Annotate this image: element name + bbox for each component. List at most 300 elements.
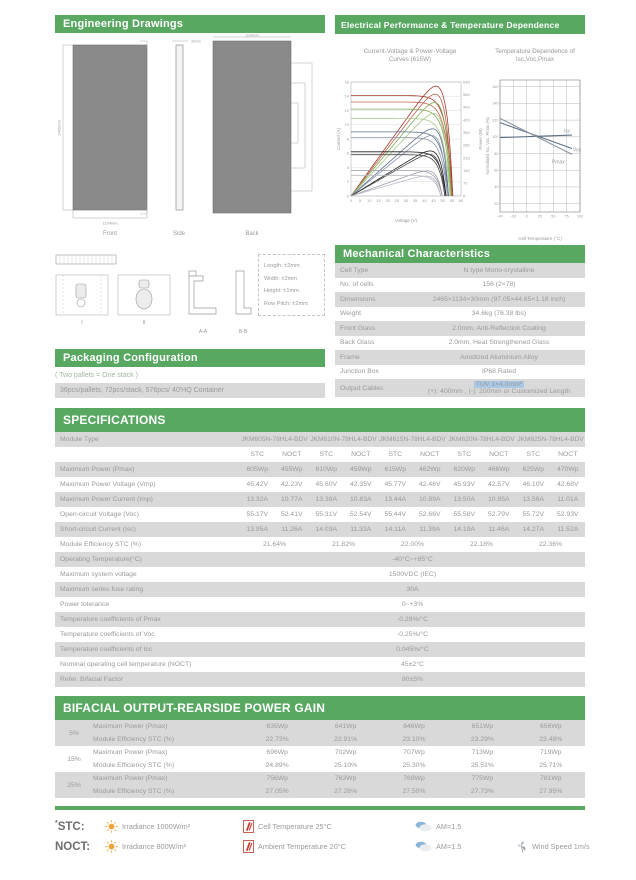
svg-text:30mm: 30mm <box>191 39 201 44</box>
spec-value: 22.00% <box>400 541 425 548</box>
bifacial-group <box>55 772 585 798</box>
spec-value: 45.77V <box>384 481 407 488</box>
spec-value: 42.23V <box>280 481 303 488</box>
svg-text:2: 2 <box>346 179 349 185</box>
bifacial-value: 23.48% <box>539 736 563 743</box>
spec-value: 610Wp <box>315 466 338 473</box>
svg-text:2465mm: 2465mm <box>56 120 62 136</box>
spec-row-label: Operating Temperature(°C) <box>60 556 142 563</box>
spec-value: 462Wp <box>418 466 441 473</box>
mech-row-label: Cell Type <box>340 266 369 274</box>
spec-row <box>55 462 585 477</box>
svg-text:50: 50 <box>440 198 445 203</box>
spec-value: 45.42V <box>246 481 269 488</box>
svg-text:50: 50 <box>551 214 556 219</box>
iv-pv-chart-title-line1: Current-Voltage & Power-Voltage <box>363 48 457 55</box>
spec-value: 459Wp <box>349 466 372 473</box>
mechanical-characteristics-section <box>335 245 585 397</box>
spec-value: 620Wp <box>453 466 476 473</box>
svg-text:Voltage (V): Voltage (V) <box>394 218 418 223</box>
bifacial-group <box>55 746 585 772</box>
spec-value: 14.19A <box>453 526 476 533</box>
spec-value: 42.35V <box>349 481 372 488</box>
spec-value: 45.60V <box>315 481 338 488</box>
svg-text:25: 25 <box>537 214 543 219</box>
output-cable-spec-highlight: TUV 1×4.0mm² <box>475 381 523 388</box>
svg-text:14: 14 <box>344 93 349 99</box>
spec-row-label: Temperature coefficients of Pmax <box>60 616 161 623</box>
condition-text: AM=1.5 <box>436 822 462 831</box>
svg-text:60: 60 <box>494 168 499 173</box>
condition-item <box>243 840 415 853</box>
condition-label: NOCT <box>489 451 509 458</box>
spec-row-label: Maximum Power (Pmax) <box>60 466 135 473</box>
mech-row-value: Anodized Aluminium Alloy <box>460 353 538 361</box>
bifacial-value: 27.95% <box>539 788 563 795</box>
bifacial-line <box>93 720 585 733</box>
spec-value: -0.29%/°C <box>396 616 429 623</box>
svg-text:0: 0 <box>525 214 528 219</box>
svg-text:6: 6 <box>346 150 349 156</box>
spec-value: 11.52A <box>557 526 579 533</box>
condition-text: AM=1.5 <box>436 842 462 851</box>
engineering-drawings-title: Engineering Drawings <box>63 18 184 30</box>
mech-row <box>335 365 585 380</box>
spec-value: 13.44A <box>384 496 407 503</box>
iv-pv-chart-title-line2: Curves (615W) <box>388 56 432 63</box>
svg-text:55: 55 <box>449 198 455 203</box>
spec-value: 55.72V <box>522 511 545 518</box>
bifacial-value: 24.89% <box>265 762 289 769</box>
svg-text:12: 12 <box>344 107 349 113</box>
module-name: JKM610N-78HL4-BDV <box>310 436 377 443</box>
condition-label: STC <box>388 451 403 458</box>
svg-text:5: 5 <box>359 198 362 203</box>
spec-row <box>55 627 585 642</box>
spec-value: 11.33A <box>350 526 372 533</box>
spec-value: 455Wp <box>280 466 303 473</box>
spec-value: 10.77A <box>280 496 303 503</box>
mechanical-table <box>335 263 585 397</box>
bifacial-row-label: Maximum Power (Pmax) <box>93 775 168 782</box>
spec-row-label: Maximum Power Voltage (Vmp) <box>60 481 156 488</box>
bifacial-row-label: Module Efficiency STC (%) <box>93 736 175 743</box>
bifacial-value: 656Wp <box>540 723 562 730</box>
condition-label: NOCT <box>558 451 578 458</box>
electrical-performance-title: Electrical Performance & Temperature Dependence <box>341 19 560 30</box>
condition-text: Ambient Temperature 20°C <box>258 842 346 851</box>
module-type-label: Module Type <box>60 436 99 443</box>
spec-row <box>55 492 585 507</box>
svg-text:630: 630 <box>463 79 470 85</box>
svg-text:40: 40 <box>494 185 499 190</box>
mech-row-label: Output Cables <box>340 384 384 392</box>
spec-value: 11.01A <box>557 496 579 503</box>
mech-row-value: 2465×1134×30mm (97.05×44.65×1.18 inch) <box>432 295 566 303</box>
packaging-drawings-wrap <box>55 251 325 349</box>
mech-row <box>335 350 585 365</box>
specifications-section <box>55 408 585 687</box>
bifacial-value: 651Wp <box>471 723 494 730</box>
module-name: JKM605N-78HL4-BDV <box>241 436 308 443</box>
bifacial-line <box>93 759 585 772</box>
mech-row <box>335 321 585 336</box>
sun-icon <box>105 840 118 853</box>
spec-value: 55.31V <box>315 511 338 518</box>
spec-row <box>55 612 585 627</box>
mech-row-label: Back Glass <box>340 339 375 347</box>
condition-item <box>105 840 243 853</box>
bifacial-row-label: Maximum Power (Pmax) <box>93 749 168 756</box>
bifacial-value: 775Wp <box>471 775 494 782</box>
svg-text:Front: Front <box>102 231 118 237</box>
spec-value: 21.82% <box>331 541 356 548</box>
iv-pv-chart <box>335 74 485 226</box>
spec-value: 615Wp <box>384 466 407 473</box>
svg-text:560: 560 <box>463 92 470 98</box>
bifacial-value: 707Wp <box>403 749 425 756</box>
svg-text:280: 280 <box>463 142 470 148</box>
svg-text:100: 100 <box>576 214 584 219</box>
svg-text:45: 45 <box>431 198 436 203</box>
spec-row <box>55 657 585 672</box>
spec-table <box>55 432 585 687</box>
iv-pv-chart-title <box>364 48 457 70</box>
spec-value: 13.95A <box>246 526 269 533</box>
svg-text:30: 30 <box>403 198 409 203</box>
spec-row-label: Temperature coefficients of Voc <box>60 631 155 638</box>
svg-text:100: 100 <box>492 135 499 140</box>
engineering-drawings-section <box>55 15 325 245</box>
spec-value: 52.41V <box>280 511 303 518</box>
svg-text:120: 120 <box>492 118 499 123</box>
mech-row-value: N type Mono-crystalline <box>463 266 535 274</box>
bifacial-value: 23.29% <box>470 736 494 743</box>
iv-pv-chart-block <box>335 48 485 246</box>
bifacial-value: 641Wp <box>334 723 357 730</box>
packaging-note: ( Two pallets = One stack ) <box>55 372 138 379</box>
charts-row <box>335 48 585 246</box>
spec-value: 13.50A <box>453 496 476 503</box>
tolerance-line: Length: ±2mm <box>264 263 300 269</box>
condition-text: Irradiance 800W/m² <box>122 842 187 851</box>
thermometer-icon <box>243 820 254 833</box>
temperature-chart-title-line2: Isc,Voc,Pmax <box>515 56 555 63</box>
bifacial-gain-percent: 25% <box>67 781 81 789</box>
stc-label <box>55 820 105 833</box>
svg-text:Side: Side <box>172 231 186 237</box>
svg-text:8: 8 <box>346 136 349 142</box>
spec-value: 80±5% <box>401 676 424 683</box>
bifacial-rows <box>93 772 585 798</box>
bifacial-row-label: Maximum Power (Pmax) <box>93 723 168 730</box>
spec-empty <box>55 453 240 457</box>
engineering-drawings-header <box>55 15 325 33</box>
mech-row <box>335 263 585 278</box>
svg-text:A-A: A-A <box>198 329 208 335</box>
spec-value: 11.39A <box>419 526 441 533</box>
svg-text:80: 80 <box>494 151 499 156</box>
mech-row-label: No. of cells <box>340 281 374 289</box>
condition-label: STC <box>526 451 541 458</box>
spec-row-label: Module Efficiency STC (%) <box>60 541 142 548</box>
spec-value: 14.27A <box>522 526 545 533</box>
spec-value: 10.89A <box>418 496 441 503</box>
spec-row-label: Nominal operating cell temperature (NOCT) <box>60 661 192 668</box>
mech-row-value: IP68 Rated <box>481 368 516 376</box>
spec-row <box>55 447 585 462</box>
spec-value: 52.93V <box>556 511 579 518</box>
spec-row-label: Temperature coefficients of Isc <box>60 646 153 653</box>
bifacial-row-label: Module Efficiency STC (%) <box>93 788 175 795</box>
spec-value: 52.66V <box>418 511 441 518</box>
svg-text:490: 490 <box>463 104 470 110</box>
temperature-chart-title <box>495 48 575 70</box>
packaging-section <box>55 245 325 398</box>
spec-value: 11.46A <box>488 526 510 533</box>
mech-row <box>335 336 585 351</box>
svg-text:210: 210 <box>463 155 470 161</box>
mech-row <box>335 379 585 397</box>
spec-value: 10.95A <box>487 496 510 503</box>
bifacial-value: 635Wp <box>266 723 288 730</box>
condition-label: STC <box>319 451 334 458</box>
spec-value: 46.10V <box>522 481 545 488</box>
bifacial-value: 27.28% <box>334 788 358 795</box>
bifacial-gain-percent: 15% <box>67 755 81 763</box>
bifacial-line <box>93 785 585 798</box>
svg-text:140: 140 <box>492 101 499 106</box>
svg-text:420: 420 <box>463 117 470 123</box>
spec-value: 42.46V <box>418 481 441 488</box>
spec-value: 1500VDC (IEC) <box>388 571 437 578</box>
svg-text:II: II <box>142 320 146 326</box>
condition-label: STC <box>250 451 265 458</box>
mech-row-label: Weight <box>340 310 362 318</box>
svg-text:Back: Back <box>245 231 259 237</box>
bifacial-gain-header <box>55 696 585 720</box>
svg-text:35: 35 <box>412 198 418 203</box>
condition-text: Wind Speed 1m/s <box>532 842 590 851</box>
bifacial-value: 763Wp <box>334 775 357 782</box>
svg-text:4: 4 <box>346 164 349 170</box>
spec-row <box>55 432 585 447</box>
bifacial-value: 646Wp <box>403 723 425 730</box>
spec-row-label: Maximum Power Current (Imp) <box>60 496 153 503</box>
spec-value: 0~+3% <box>401 601 424 608</box>
bifacial-value: 719Wp <box>540 749 562 756</box>
svg-text:20: 20 <box>494 201 499 206</box>
mech-row-label: Junction Box <box>340 368 379 376</box>
temperature-chart <box>485 74 585 246</box>
mech-row-label: Front Glass <box>340 324 376 332</box>
mech-row <box>335 292 585 307</box>
bifacial-value: 27.73% <box>470 788 494 795</box>
tolerance-line: Row Pitch: ±2mm <box>264 300 308 307</box>
spec-value: 0.045%/°C <box>396 646 429 653</box>
bifacial-table <box>55 720 585 798</box>
specifications-title: SPECIFICATIONS <box>63 413 166 427</box>
bifacial-value: 23.10% <box>402 736 426 743</box>
svg-text:1134mm: 1134mm <box>102 220 118 226</box>
spec-row-label: Refer. Bifacial Factor <box>60 676 124 683</box>
bifacial-gain-percent: 5% <box>69 729 79 737</box>
bifacial-value: 22.73% <box>265 736 289 743</box>
condition-item <box>415 821 515 832</box>
spec-value: 55.44V <box>384 511 407 518</box>
bifacial-group <box>55 720 585 746</box>
bifacial-value: 713Wp <box>471 749 494 756</box>
bifacial-rows <box>93 746 585 772</box>
condition-item <box>515 840 590 853</box>
svg-text:15: 15 <box>376 198 381 203</box>
spec-value: 55.58V <box>453 511 476 518</box>
spec-value: -40°C~+85°C <box>392 556 433 563</box>
bifacial-value: 781Wp <box>540 775 562 782</box>
mechanical-characteristics-header <box>335 245 585 263</box>
specifications-header <box>55 408 585 432</box>
mech-row-value: 156 (2×78) <box>482 281 516 289</box>
spec-row <box>55 522 585 537</box>
packaging-summary: 36pcs/pallets, 72pcs/stack, 576pcs/ 40'HQ Container <box>55 383 325 398</box>
spec-row <box>55 597 585 612</box>
svg-text:0: 0 <box>346 193 349 199</box>
temperature-chart-block <box>485 48 585 246</box>
bifacial-gain-title: BIFACIAL OUTPUT-REARSIDE POWER GAIN <box>63 701 326 715</box>
spec-row <box>55 672 585 687</box>
bifacial-value: 25.51% <box>470 762 494 769</box>
stc-conditions-line <box>55 820 595 833</box>
condition-item <box>243 820 415 833</box>
spec-value: 10.83A <box>349 496 372 503</box>
spec-row-label: Power tolerance <box>60 601 110 608</box>
spec-value: 470Wp <box>556 466 579 473</box>
svg-text:Voc: Voc <box>573 147 582 154</box>
spec-value: 14.11A <box>384 526 406 533</box>
svg-text:0: 0 <box>463 193 466 199</box>
condition-label: NOCT <box>420 451 440 458</box>
svg-text:10: 10 <box>367 198 372 203</box>
spec-value: 13.32A <box>246 496 269 503</box>
bifacial-value: 756Wp <box>266 775 288 782</box>
svg-text:B-B: B-B <box>238 329 248 335</box>
thermometer-icon <box>243 840 254 853</box>
condition-label: STC <box>457 451 472 458</box>
packaging-configuration-header <box>55 349 325 367</box>
green-separator <box>55 806 585 810</box>
svg-text:0: 0 <box>349 198 353 203</box>
spec-value: 11.26A <box>281 526 303 533</box>
bifacial-gain-section <box>55 696 585 798</box>
spec-value: 21.64% <box>262 541 287 548</box>
spec-value: 55.17V <box>246 511 269 518</box>
svg-text:20: 20 <box>385 198 390 203</box>
bifacial-value: 27.05% <box>265 788 289 795</box>
condition-item <box>415 841 515 852</box>
spec-value: 42.68V <box>556 481 579 488</box>
module-name: JKM620N-78HL4-BDV <box>448 436 515 443</box>
svg-text:Cell Temperature (°C): Cell Temperature (°C) <box>518 236 562 241</box>
bifacial-value: 696Wp <box>266 749 288 756</box>
svg-text:16: 16 <box>344 79 349 85</box>
mech-row-label: Dimensions <box>340 295 376 303</box>
electrical-performance-section <box>335 15 585 246</box>
mech-row <box>335 307 585 322</box>
condition-text: Cell Temperature 25°C <box>258 822 332 831</box>
bifacial-value: 25.71% <box>539 762 563 769</box>
spec-row-label: Open-circuit Voltage (Voc) <box>60 511 139 518</box>
spec-row-label: Maximum system voltage <box>60 571 137 578</box>
spec-value: 13.38A <box>315 496 338 503</box>
svg-text:-40: -40 <box>497 214 503 219</box>
spec-value: 22.36% <box>538 541 563 548</box>
bifacial-value: 22.91% <box>334 736 358 743</box>
svg-text:Power (W): Power (W) <box>478 128 483 150</box>
spec-value: 605Wp <box>246 466 269 473</box>
condition-text: Irradiance 1000W/m² <box>122 822 191 831</box>
packaging-configuration-title: Packaging Configuration <box>63 352 198 364</box>
tolerance-line: Height: ±1mm <box>264 288 299 294</box>
module-name: JKM615N-78HL4-BDV <box>379 436 446 443</box>
condition-item <box>105 820 243 833</box>
spec-value: 30A <box>406 586 419 593</box>
mech-row-label: Frame <box>340 353 360 361</box>
mech-row-value: 2.0mm, Anti-Reflection Coating <box>452 324 546 332</box>
spec-value: 625Wp <box>522 466 545 473</box>
bifacial-row-label: Module Efficiency STC (%) <box>93 762 175 769</box>
svg-text:10: 10 <box>344 122 349 128</box>
svg-text:-20: -20 <box>510 214 517 219</box>
spec-value: 52.54V <box>349 511 372 518</box>
bifacial-value: 702Wp <box>334 749 357 756</box>
noct-conditions-line <box>55 840 595 853</box>
packaging-drawings-figure <box>55 251 255 347</box>
bifacial-line <box>93 733 585 746</box>
bifacial-rows <box>93 720 585 746</box>
spec-value: 13.56A <box>522 496 545 503</box>
spec-value: 42.57V <box>487 481 510 488</box>
svg-text:I: I <box>81 320 83 326</box>
stc-label-text: STC: <box>57 820 85 833</box>
cloud-icon <box>415 841 432 852</box>
temperature-chart-title-line1: Temperature Dependence of <box>495 48 575 55</box>
spec-row-label: Maximum series fuse rating <box>60 586 144 593</box>
spec-row <box>55 477 585 492</box>
output-cable-lengths: (+): 400mm , (-): 200mm or Customized Length <box>427 388 571 395</box>
mech-row <box>335 278 585 293</box>
mech-row-value <box>413 379 585 397</box>
engineering-drawings-figure <box>55 33 325 240</box>
module-name: JKM625N-78HL4-BDV <box>517 436 584 443</box>
svg-text:160: 160 <box>492 84 499 89</box>
svg-text:60: 60 <box>458 198 464 203</box>
bifacial-line <box>93 772 585 785</box>
spec-row <box>55 567 585 582</box>
wind-icon <box>515 840 528 853</box>
svg-text:Isc: Isc <box>564 128 571 135</box>
svg-text:Pmax: Pmax <box>552 159 565 166</box>
spec-row <box>55 507 585 522</box>
cloud-icon <box>415 821 432 832</box>
spec-value: 22.18% <box>469 541 494 548</box>
svg-text:75: 75 <box>564 214 569 219</box>
spec-value: 14.03A <box>315 526 338 533</box>
svg-text:140: 140 <box>463 168 470 174</box>
spec-row <box>55 552 585 567</box>
svg-text:350: 350 <box>463 130 470 136</box>
tolerance-line: Width: ±2mm <box>264 275 297 282</box>
spec-row-label: Short-circuit Current (Isc) <box>60 526 136 533</box>
